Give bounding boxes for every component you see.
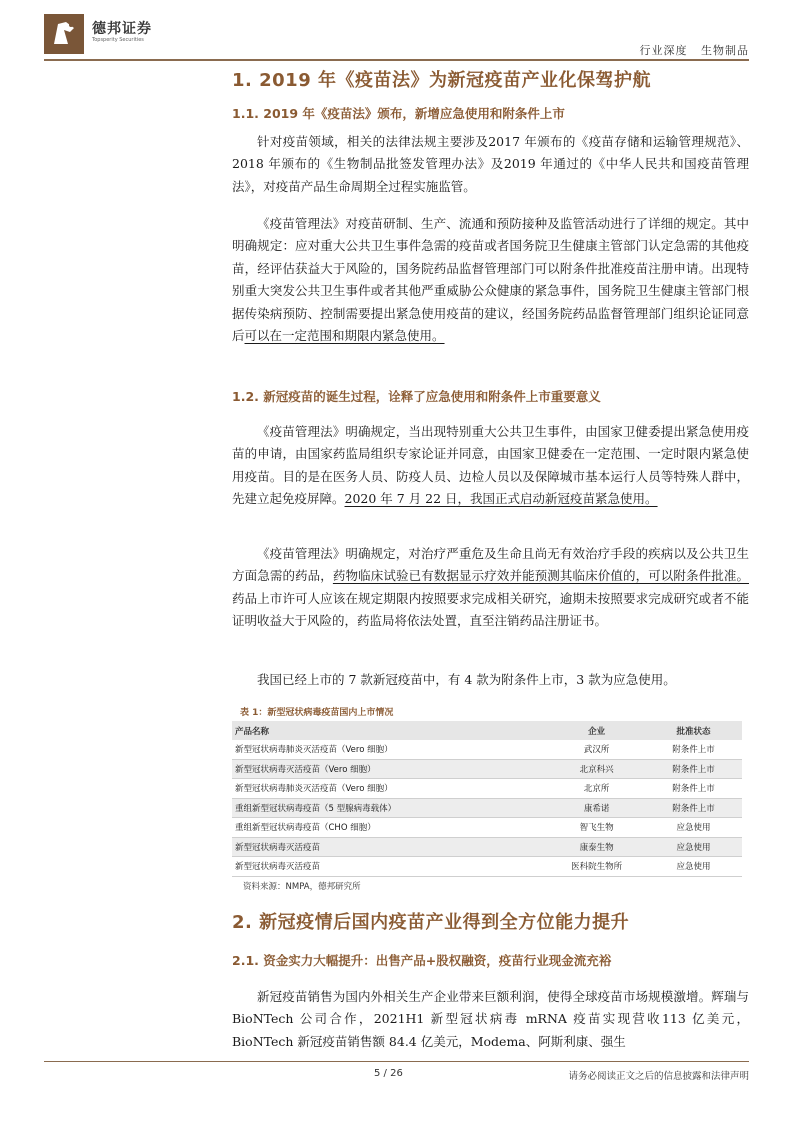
header-divider bbox=[44, 59, 749, 61]
paragraph bbox=[232, 421, 749, 511]
logo-text: 德邦证券 bbox=[92, 21, 152, 37]
table-cell: 北京所 bbox=[548, 779, 645, 799]
table-cell: 重组新型冠状病毒疫苗（5 型腺病毒载体） bbox=[232, 798, 548, 818]
table-cell: 康泰生物 bbox=[548, 837, 645, 857]
table-row bbox=[232, 818, 742, 838]
table-cell: 应急使用 bbox=[645, 818, 742, 838]
table-cell: 医科院生物所 bbox=[548, 857, 645, 877]
section-1-2-title: 1.2. 新冠疫苗的诞生过程，诠释了应急使用和附条件上市重要意义 bbox=[232, 389, 601, 404]
table-cell: 附条件上市 bbox=[645, 798, 742, 818]
paragraph-text: 药品上市许可人应该在规定期限内按照要求完成相关研究，逾期未按照要求完成研究或者不能证明收益大于风险的，药监局将依法处置，直至注销药品注册证书。 bbox=[232, 590, 749, 629]
paragraph-text: 《疫苗管理法》明确规定，对治疗严重危及生命且尚无有效治疗手段的疾病以及公共卫生方面急需的药品， bbox=[232, 546, 749, 584]
section-1-1-title: 1.1. 2019 年《疫苗法》颁布，新增应急使用和附条件上市 bbox=[232, 106, 565, 121]
table-cell: 新型冠状病毒灭活疫苗 bbox=[232, 857, 548, 877]
logo-subtext: Topsperity Securities bbox=[92, 37, 144, 43]
table-source: 资料来源：NMPA，德邦研究所 bbox=[243, 882, 361, 892]
table-cell: 附条件上市 bbox=[645, 740, 742, 759]
table-cell: 应急使用 bbox=[645, 857, 742, 877]
table-cell: 武汉所 bbox=[548, 740, 645, 759]
company-logo bbox=[44, 14, 84, 54]
report-category: 行业深度 生物制品 bbox=[639, 44, 749, 57]
highlight-text: 可以在一定范围和期限内紧急使用。 bbox=[244, 328, 445, 344]
table-cell: 智飞生物 bbox=[548, 818, 645, 838]
table-title: 表 1：新型冠状病毒疫苗国内上市情况 bbox=[240, 708, 394, 718]
table-cell: 新型冠状病毒灭活疫苗 bbox=[232, 837, 548, 857]
table-row bbox=[232, 740, 742, 759]
table-cell: 重组新型冠状病毒疫苗（CHO 细胞） bbox=[232, 818, 548, 838]
vaccine-table bbox=[232, 721, 742, 877]
table-header: 批准状态 bbox=[645, 721, 742, 740]
table-header-row bbox=[232, 721, 742, 740]
logo-mark-icon bbox=[44, 14, 84, 54]
section-2-1-title: 2.1. 资金实力大幅提升：出售产品+股权融资，疫苗行业现金流充裕 bbox=[232, 953, 612, 968]
page-number: 5 / 26 bbox=[374, 1068, 403, 1079]
table-row bbox=[232, 798, 742, 818]
table-header: 企业 bbox=[548, 721, 645, 740]
table-header: 产品名称 bbox=[232, 721, 548, 740]
paragraph: 新冠疫苗销售为国内外相关生产企业带来巨额利润，使得全球疫苗市场规模激增。辉瑞与 BioNTech 公司合作，2021H1 新型冠状病毒 mRNA 疫苗实现营收113 亿美元，BioNTech 新冠疫苗销售额 84.4 亿美元，Modema、阿斯利康、强生 bbox=[232, 989, 749, 1049]
table-row bbox=[232, 779, 742, 799]
table-row bbox=[232, 759, 742, 779]
table-row bbox=[232, 857, 742, 877]
section-1-title: 1. 2019 年《疫苗法》为新冠疫苗产业化保驾护航 bbox=[232, 70, 651, 91]
highlight-text: 2020 年 7 月 22 日，我国正式启动新冠疫苗紧急使用。 bbox=[344, 491, 658, 507]
table-cell: 康希诺 bbox=[548, 798, 645, 818]
highlight-text: 药物临床试验已有数据显示疗效并能预测其临床价值的，可以附条件批准。 bbox=[332, 568, 749, 584]
paragraph bbox=[232, 213, 749, 347]
table-cell: 新型冠状病毒肺炎灭活疫苗（Vero 细胞） bbox=[232, 779, 548, 799]
table-cell: 附条件上市 bbox=[645, 779, 742, 799]
paragraph: 我国已经上市的 7 款新冠疫苗中，有 4 款为附条件上市，3 款为应急使用。 bbox=[257, 672, 676, 687]
paragraph bbox=[232, 543, 749, 633]
section-2-title: 2. 新冠疫情后国内疫苗产业得到全方位能力提升 bbox=[232, 912, 630, 933]
legal-disclaimer: 请务必阅读正文之后的信息披露和法律声明 bbox=[568, 1071, 749, 1082]
table-row bbox=[232, 837, 742, 857]
table-cell: 新型冠状病毒肺炎灭活疫苗（Vero 细胞） bbox=[232, 740, 548, 759]
table-cell: 应急使用 bbox=[645, 837, 742, 857]
table-cell: 新型冠状病毒灭活疫苗（Vero 细胞） bbox=[232, 759, 548, 779]
paragraph-text: 《疫苗管理法》对疫苗研制、生产、流通和预防接种及监管活动进行了详细的规定。其中明确规定：应对重大公共卫生事件急需的疫苗或者国务院卫生健康主管部门认定急需的其他疫苗，经评估获益大于风险的，国务院药品监督管理部门可以附条件批准疫苗注册申请。出现特别重大突发公共卫生事件或者其他严重威胁公众健康的紧急事件，国务院卫生健康主管部门根据传染病预防、控制需要提出紧急使用疫苗的建议，经国务院药品监督管理部门组织论证同意后 bbox=[232, 216, 749, 344]
footer-divider bbox=[44, 1061, 749, 1062]
paragraph: 针对疫苗领域，相关的法律法规主要涉及2017 年颁布的《疫苗存储和运输管理规范》、2018 年颁布的《生物制品批签发管理办法》及2019 年通过的《中华人民共和国疫苗管理法》，对疫苗产品生命周期全过程实施监管。 bbox=[232, 134, 749, 194]
paragraph-text: 《疫苗管理法》明确规定，当出现特别重大公共卫生事件，由国家卫健委提出紧急使用疫苗的申请，由国家药监局组织专家论证并同意，由国家卫健委在一定范围、一定时限内紧急使用疫苗。目的是在医务人员、防疫人员、边检人员以及保障城市基本运行人员等特殊人群中，先建立起免疫屏障。 bbox=[232, 424, 749, 507]
table-cell: 附条件上市 bbox=[645, 759, 742, 779]
table-cell: 北京科兴 bbox=[548, 759, 645, 779]
